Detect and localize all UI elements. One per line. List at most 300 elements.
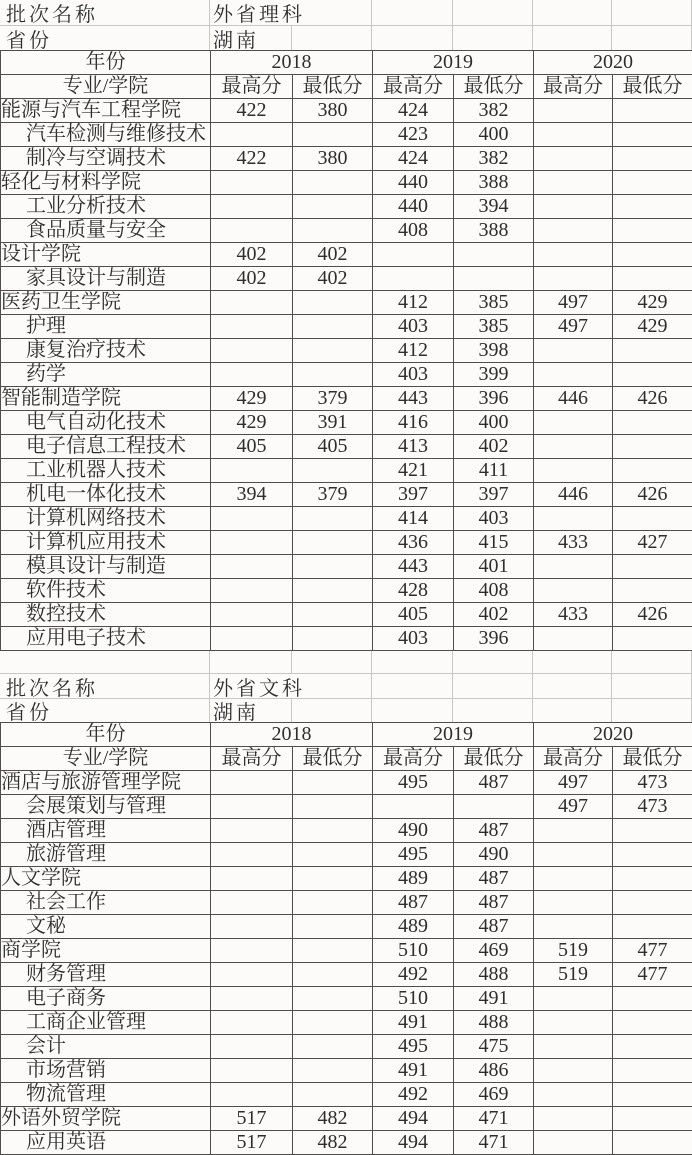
score-cell xyxy=(534,627,613,651)
score-cell: 517 xyxy=(211,1131,293,1155)
table-row xyxy=(1,219,692,243)
score-cell xyxy=(293,1011,373,1035)
major-name-cell: 电子信息工程技术 xyxy=(1,435,211,459)
score-cell xyxy=(293,843,373,867)
score-cell: 397 xyxy=(373,483,454,507)
score-cell xyxy=(613,99,692,123)
score-cell: 429 xyxy=(211,411,293,435)
score-cell xyxy=(211,459,293,483)
major-name-cell: 市场营销 xyxy=(1,1059,211,1083)
score-cell: 473 xyxy=(613,771,692,795)
score-cell xyxy=(613,915,692,939)
major-name-cell: 护理 xyxy=(1,315,211,339)
empty-cell xyxy=(210,651,292,673)
score-cell xyxy=(293,363,373,387)
score-cell xyxy=(293,987,373,1011)
score-cell: 488 xyxy=(454,1011,534,1035)
table-row xyxy=(1,627,692,651)
score-cell xyxy=(534,411,613,435)
score-cell xyxy=(534,915,613,939)
score-cell: 475 xyxy=(454,1035,534,1059)
score-cell xyxy=(613,1035,692,1059)
score-cell xyxy=(293,579,373,603)
score-cell xyxy=(293,1059,373,1083)
score-cell xyxy=(211,627,293,651)
empty-cell xyxy=(292,651,372,673)
score-cell: 426 xyxy=(613,387,692,411)
table-row xyxy=(1,99,692,123)
score-cell: 443 xyxy=(373,555,454,579)
score-cell xyxy=(613,171,692,195)
major-name-cell: 旅游管理 xyxy=(1,843,211,867)
year-header-row xyxy=(1,723,692,747)
score-cell xyxy=(534,435,613,459)
score-cell: 405 xyxy=(211,435,293,459)
score-cell: 469 xyxy=(454,939,534,963)
score-cell xyxy=(534,891,613,915)
score-cell xyxy=(211,1035,293,1059)
score-cell: 403 xyxy=(373,315,454,339)
min-score-header: 最低分 xyxy=(293,747,373,771)
score-cell xyxy=(293,1083,373,1107)
score-cell xyxy=(613,219,692,243)
score-cell: 497 xyxy=(534,795,613,819)
score-cell xyxy=(613,891,692,915)
score-cell xyxy=(613,1059,692,1083)
major-name-cell: 工业分析技术 xyxy=(1,195,211,219)
score-cell: 517 xyxy=(211,1107,293,1131)
score-cell xyxy=(293,891,373,915)
empty-cell xyxy=(533,651,612,673)
score-cell xyxy=(293,915,373,939)
major-name-cell: 外语外贸学院 xyxy=(1,1107,211,1131)
score-header-row xyxy=(1,75,692,99)
empty-cell xyxy=(372,699,453,722)
table-row xyxy=(1,963,692,987)
max-score-header: 最高分 xyxy=(534,75,613,99)
score-cell: 487 xyxy=(454,819,534,843)
major-name-cell: 工商企业管理 xyxy=(1,1011,211,1035)
table-row xyxy=(1,243,692,267)
table-row xyxy=(1,1011,692,1035)
empty-cell xyxy=(453,0,533,25)
score-cell xyxy=(211,315,293,339)
batch-value: 外省理科 xyxy=(210,0,372,25)
score-cell xyxy=(534,987,613,1011)
score-cell: 489 xyxy=(373,915,454,939)
score-table-2 xyxy=(0,674,692,1155)
score-cell xyxy=(293,819,373,843)
table-row xyxy=(1,795,692,819)
major-name-cell: 家具设计与制造 xyxy=(1,267,211,291)
batch-label: 批次名称 xyxy=(0,674,210,698)
score-cell xyxy=(613,627,692,651)
score-cell xyxy=(211,195,293,219)
score-cell xyxy=(211,819,293,843)
score-grid xyxy=(0,722,692,1155)
major-name-cell: 机电一体化技术 xyxy=(1,483,211,507)
score-header-row xyxy=(1,747,692,771)
score-cell: 471 xyxy=(454,1107,534,1131)
empty-cell xyxy=(453,674,533,698)
score-cell xyxy=(613,579,692,603)
table-row xyxy=(1,867,692,891)
score-cell xyxy=(211,291,293,315)
score-cell xyxy=(211,1011,293,1035)
score-cell xyxy=(613,843,692,867)
major-name-cell: 人文学院 xyxy=(1,867,211,891)
score-cell xyxy=(211,915,293,939)
score-cell: 489 xyxy=(373,867,454,891)
major-name-cell: 计算机网络技术 xyxy=(1,507,211,531)
score-cell: 433 xyxy=(534,603,613,627)
score-cell xyxy=(293,219,373,243)
major-name-cell: 医药卫生学院 xyxy=(1,291,211,315)
max-score-header: 最高分 xyxy=(211,747,293,771)
score-cell: 412 xyxy=(373,291,454,315)
score-cell: 402 xyxy=(454,603,534,627)
score-cell xyxy=(613,555,692,579)
major-name-cell: 社会工作 xyxy=(1,891,211,915)
score-cell xyxy=(534,1131,613,1155)
score-cell xyxy=(293,171,373,195)
score-cell: 495 xyxy=(373,771,454,795)
score-cell: 415 xyxy=(454,531,534,555)
score-cell xyxy=(613,1083,692,1107)
score-cell: 519 xyxy=(534,939,613,963)
major-name-cell: 商学院 xyxy=(1,939,211,963)
batch-row xyxy=(0,0,692,26)
score-cell xyxy=(613,459,692,483)
score-cell xyxy=(534,219,613,243)
score-cell: 427 xyxy=(613,531,692,555)
year-2020: 2020 xyxy=(534,723,692,747)
major-name-cell: 应用英语 xyxy=(1,1131,211,1155)
year-2018: 2018 xyxy=(211,723,373,747)
score-cell: 382 xyxy=(454,147,534,171)
score-cell xyxy=(613,987,692,1011)
score-cell xyxy=(534,459,613,483)
score-cell: 398 xyxy=(454,339,534,363)
score-cell xyxy=(534,123,613,147)
score-cell xyxy=(613,1107,692,1131)
score-cell: 394 xyxy=(454,195,534,219)
major-name-cell: 轻化与材料学院 xyxy=(1,171,211,195)
major-name-cell: 数控技术 xyxy=(1,603,211,627)
score-cell: 492 xyxy=(373,963,454,987)
table-row xyxy=(1,171,692,195)
score-cell: 495 xyxy=(373,843,454,867)
major-name-cell: 模具设计与制造 xyxy=(1,555,211,579)
score-cell xyxy=(211,603,293,627)
year-2019: 2019 xyxy=(373,51,534,75)
score-cell: 422 xyxy=(211,147,293,171)
score-cell xyxy=(534,867,613,891)
table-row xyxy=(1,531,692,555)
score-cell: 491 xyxy=(454,987,534,1011)
score-cell: 429 xyxy=(613,315,692,339)
score-cell: 402 xyxy=(454,435,534,459)
table-row xyxy=(1,291,692,315)
score-cell: 379 xyxy=(293,483,373,507)
score-cell: 490 xyxy=(373,819,454,843)
score-cell xyxy=(373,795,454,819)
score-cell: 519 xyxy=(534,963,613,987)
score-cell: 379 xyxy=(293,387,373,411)
score-cell: 400 xyxy=(454,411,534,435)
score-cell xyxy=(534,363,613,387)
score-cell: 396 xyxy=(454,627,534,651)
score-cell: 411 xyxy=(454,459,534,483)
score-cell: 380 xyxy=(293,99,373,123)
score-cell: 388 xyxy=(454,219,534,243)
table-row xyxy=(1,579,692,603)
empty-cell xyxy=(0,651,210,673)
major-name-cell: 财务管理 xyxy=(1,963,211,987)
score-cell: 487 xyxy=(454,891,534,915)
empty-cell xyxy=(292,26,372,50)
major-name-cell: 电气自动化技术 xyxy=(1,411,211,435)
score-cell: 388 xyxy=(454,171,534,195)
score-cell xyxy=(211,507,293,531)
score-cell: 433 xyxy=(534,531,613,555)
major-name-cell: 汽车检测与维修技术 xyxy=(1,123,211,147)
score-cell xyxy=(613,363,692,387)
empty-cell xyxy=(453,26,533,50)
score-cell: 488 xyxy=(454,963,534,987)
table-row xyxy=(1,1083,692,1107)
score-cell: 482 xyxy=(293,1131,373,1155)
major-name-cell: 食品质量与安全 xyxy=(1,219,211,243)
score-cell xyxy=(211,795,293,819)
year-label: 年份 xyxy=(1,51,211,75)
empty-cell xyxy=(533,699,612,722)
score-cell: 391 xyxy=(293,411,373,435)
major-college-label: 专业/学院 xyxy=(1,75,211,99)
score-cell: 477 xyxy=(613,963,692,987)
score-cell: 402 xyxy=(293,243,373,267)
score-cell xyxy=(211,867,293,891)
score-cell: 396 xyxy=(454,387,534,411)
score-cell xyxy=(534,267,613,291)
major-name-cell: 设计学院 xyxy=(1,243,211,267)
score-cell xyxy=(293,603,373,627)
min-score-header: 最低分 xyxy=(613,75,692,99)
score-cell: 426 xyxy=(613,603,692,627)
score-cell xyxy=(613,123,692,147)
table-row xyxy=(1,1131,692,1155)
batch-row xyxy=(0,674,692,699)
year-label: 年份 xyxy=(1,723,211,747)
table-row xyxy=(1,1035,692,1059)
score-cell xyxy=(211,939,293,963)
batch-label: 批次名称 xyxy=(0,0,210,25)
province-label: 省份 xyxy=(0,26,210,50)
score-cell: 408 xyxy=(454,579,534,603)
max-score-header: 最高分 xyxy=(534,747,613,771)
score-cell: 402 xyxy=(293,267,373,291)
score-cell: 428 xyxy=(373,579,454,603)
max-score-header: 最高分 xyxy=(373,747,454,771)
score-cell xyxy=(613,339,692,363)
score-cell: 487 xyxy=(373,891,454,915)
score-cell: 443 xyxy=(373,387,454,411)
table-row xyxy=(1,123,692,147)
empty-cell xyxy=(612,0,692,25)
table-row xyxy=(1,315,692,339)
empty-cell xyxy=(533,26,612,50)
major-name-cell: 电子商务 xyxy=(1,987,211,1011)
score-cell xyxy=(454,267,534,291)
score-cell xyxy=(613,411,692,435)
province-label: 省份 xyxy=(0,699,210,722)
major-name-cell: 物流管理 xyxy=(1,1083,211,1107)
score-cell xyxy=(293,555,373,579)
score-cell xyxy=(211,771,293,795)
score-cell xyxy=(211,963,293,987)
score-cell: 482 xyxy=(293,1107,373,1131)
score-grid xyxy=(0,50,692,651)
score-cell xyxy=(211,555,293,579)
score-cell: 405 xyxy=(373,603,454,627)
score-cell: 403 xyxy=(373,363,454,387)
province-value: 湖南 xyxy=(210,26,292,50)
batch-value: 外省文科 xyxy=(210,674,372,698)
score-cell xyxy=(211,531,293,555)
score-cell xyxy=(454,243,534,267)
empty-cell xyxy=(612,674,692,698)
score-cell xyxy=(613,867,692,891)
score-cell: 423 xyxy=(373,123,454,147)
score-cell xyxy=(613,243,692,267)
score-cell xyxy=(534,579,613,603)
score-cell xyxy=(534,819,613,843)
score-cell: 497 xyxy=(534,771,613,795)
min-score-header: 最低分 xyxy=(454,747,534,771)
table-row xyxy=(1,483,692,507)
score-cell xyxy=(293,531,373,555)
major-name-cell: 智能制造学院 xyxy=(1,387,211,411)
score-cell xyxy=(293,195,373,219)
score-cell: 487 xyxy=(454,915,534,939)
major-name-cell: 酒店与旅游管理学院 xyxy=(1,771,211,795)
score-cell xyxy=(211,987,293,1011)
score-cell: 510 xyxy=(373,939,454,963)
score-cell: 408 xyxy=(373,219,454,243)
score-cell xyxy=(534,555,613,579)
score-cell xyxy=(534,1059,613,1083)
score-cell xyxy=(293,123,373,147)
score-cell xyxy=(454,795,534,819)
score-cell xyxy=(211,579,293,603)
table-row xyxy=(1,411,692,435)
major-name-cell: 应用电子技术 xyxy=(1,627,211,651)
score-cell xyxy=(613,147,692,171)
score-cell xyxy=(613,507,692,531)
min-score-header: 最低分 xyxy=(454,75,534,99)
province-row xyxy=(0,699,692,722)
score-cell xyxy=(534,1107,613,1131)
score-cell xyxy=(534,1011,613,1035)
score-cell: 440 xyxy=(373,195,454,219)
score-cell xyxy=(293,771,373,795)
score-cell: 429 xyxy=(211,387,293,411)
score-cell: 429 xyxy=(613,291,692,315)
major-name-cell: 康复治疗技术 xyxy=(1,339,211,363)
score-cell xyxy=(534,243,613,267)
score-cell: 421 xyxy=(373,459,454,483)
empty-cell xyxy=(372,651,453,673)
score-cell: 412 xyxy=(373,339,454,363)
table-row xyxy=(1,435,692,459)
empty-cell xyxy=(372,0,453,25)
empty-cell xyxy=(612,26,692,50)
score-cell: 495 xyxy=(373,1035,454,1059)
province-row xyxy=(0,26,692,50)
score-cell: 426 xyxy=(613,483,692,507)
score-cell xyxy=(613,1131,692,1155)
table-row xyxy=(1,1107,692,1131)
score-cell xyxy=(534,507,613,531)
score-cell xyxy=(613,267,692,291)
table-row xyxy=(1,819,692,843)
table-row xyxy=(1,843,692,867)
year-header-row xyxy=(1,51,692,75)
score-cell: 413 xyxy=(373,435,454,459)
score-cell: 491 xyxy=(373,1059,454,1083)
score-cell xyxy=(293,795,373,819)
score-cell: 382 xyxy=(454,99,534,123)
empty-cell xyxy=(292,699,372,722)
major-name-cell: 文秘 xyxy=(1,915,211,939)
score-cell xyxy=(293,963,373,987)
major-name-cell: 软件技术 xyxy=(1,579,211,603)
score-cell: 446 xyxy=(534,387,613,411)
score-cell xyxy=(534,195,613,219)
table-row xyxy=(1,507,692,531)
score-cell xyxy=(293,291,373,315)
score-cell xyxy=(373,243,454,267)
year-2018: 2018 xyxy=(211,51,373,75)
score-cell: 402 xyxy=(211,243,293,267)
score-cell: 497 xyxy=(534,315,613,339)
score-cell: 394 xyxy=(211,483,293,507)
score-cell: 385 xyxy=(454,291,534,315)
score-cell: 487 xyxy=(454,867,534,891)
table-row xyxy=(1,939,692,963)
empty-cell xyxy=(612,651,692,673)
table-row xyxy=(1,267,692,291)
score-cell: 471 xyxy=(454,1131,534,1155)
table-row xyxy=(1,771,692,795)
score-cell: 490 xyxy=(454,843,534,867)
score-cell xyxy=(613,195,692,219)
spacer-row xyxy=(0,651,692,674)
empty-cell xyxy=(612,699,692,722)
score-cell: 469 xyxy=(454,1083,534,1107)
score-cell: 399 xyxy=(454,363,534,387)
min-score-header: 最低分 xyxy=(613,747,692,771)
score-cell xyxy=(293,627,373,651)
score-cell xyxy=(534,147,613,171)
empty-cell xyxy=(533,0,612,25)
score-cell xyxy=(613,435,692,459)
score-cell: 424 xyxy=(373,147,454,171)
empty-cell xyxy=(453,651,533,673)
score-cell xyxy=(211,843,293,867)
score-cell xyxy=(211,339,293,363)
score-cell xyxy=(534,1035,613,1059)
